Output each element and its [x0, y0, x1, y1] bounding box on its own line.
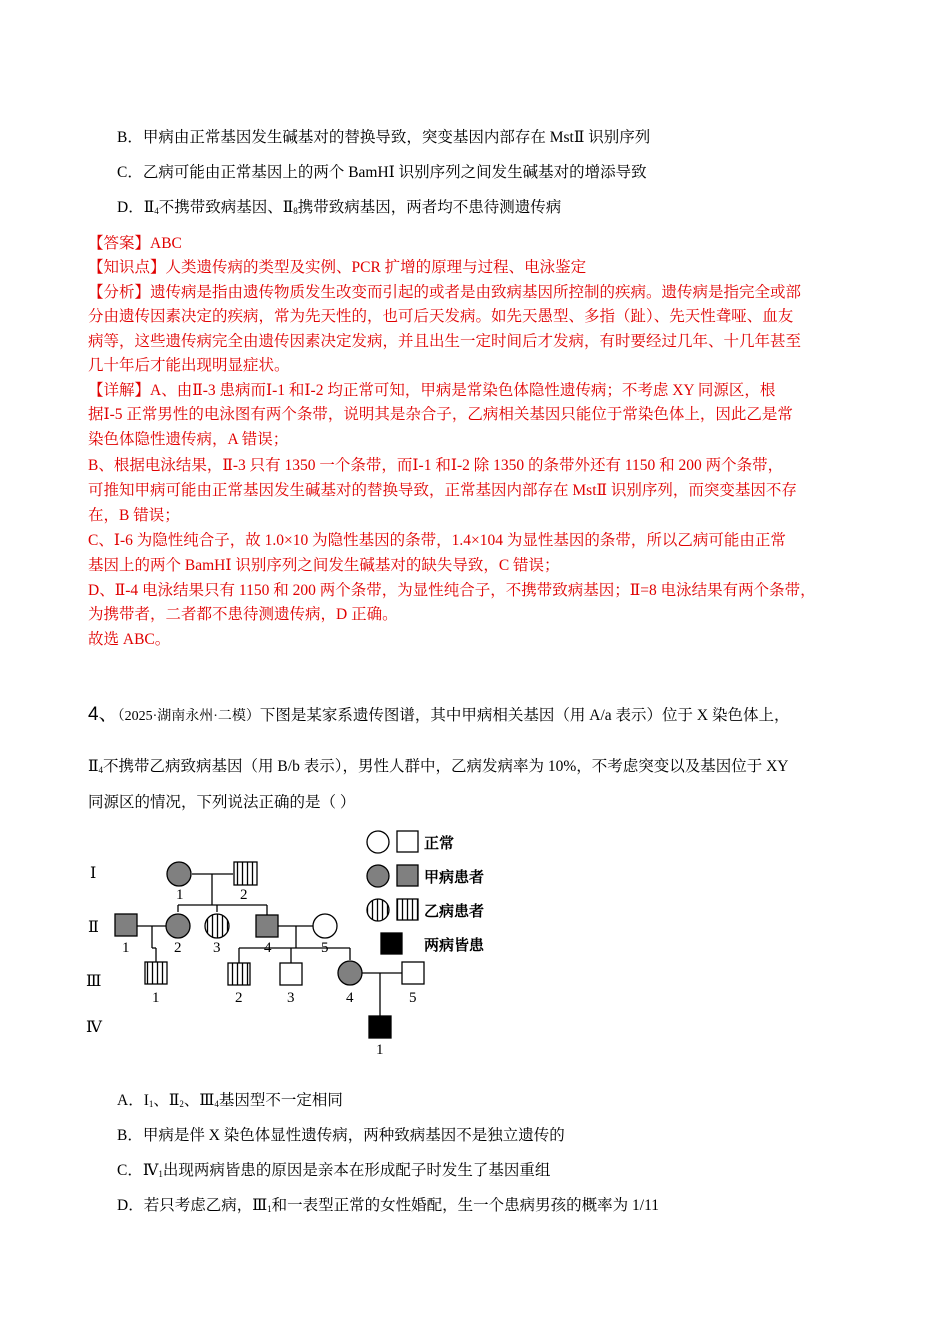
detail-line: 【详解】A、由Ⅱ-3 患病而Ⅰ-1 和Ⅰ-2 均正常可知，甲病是常染色体隐性遗传病；不考虑 XY 同源区，根 — [88, 382, 776, 399]
individual-III5-normal — [402, 962, 424, 984]
question-number: 4、 — [88, 704, 118, 725]
legend-label: 两病皆患 — [424, 936, 485, 954]
subscript: 4 — [154, 206, 159, 216]
option-c-text: C．Ⅳ — [117, 1162, 159, 1179]
legend-affected-b-female-icon — [367, 899, 389, 921]
question-stem: 不携带乙病致病基因（用 B/b 表示），男性人群中，乙病发病率为 10%，不考虑突变以及基因位于 XY — [103, 758, 789, 775]
legend-normal-female-icon — [367, 831, 389, 853]
q4-option-b: B．甲病是伴 X 染色体显性遗传病，两种致病基因不是独立遗传的 — [117, 1127, 565, 1144]
pedigree-legend — [367, 831, 485, 954]
option-a-text: 、Ⅲ — [183, 1092, 215, 1109]
detail-line: 基因上的两个 BamHⅠ 识别序列之间发生碱基对的缺失导致，C 错误； — [88, 557, 560, 574]
detail-line: 在，B 错误； — [88, 507, 180, 524]
individual-III3-normal — [280, 963, 302, 985]
subscript: 1 — [148, 1099, 154, 1109]
q4-option-d — [117, 1196, 659, 1219]
option-d-text: 不携带致病基因、Ⅱ — [158, 199, 294, 216]
generation-label: Ⅱ — [88, 919, 99, 936]
question-source: （2025·湖南永州·二模） — [117, 709, 260, 724]
legend-label: 甲病患者 — [424, 868, 485, 886]
answer-line: 【答案】ABC — [88, 235, 182, 252]
question-stem: 下图是某家系遗传图谱，其中甲病相关基因（用 A/a 表示）位于 X 染色体上， — [259, 707, 790, 724]
generation-label: Ⅰ — [90, 865, 97, 882]
knowledge-line: 【知识点】人类遗传病的类型及实例、PCR 扩增的原理与过程、电泳鉴定 — [88, 259, 587, 276]
legend-label: 乙病患者 — [424, 902, 485, 920]
individual-III2-affected-b — [228, 963, 250, 985]
individual-II5-normal — [313, 914, 337, 938]
detail-line: 为携带者，二者都不患待测遗传病，D 正确。 — [88, 606, 398, 623]
detail-line: B、根据电泳结果，Ⅱ-3 只有 1350 一个条带，而Ⅰ-1 和Ⅰ-2 除 1350 的条带外还有 1150 和 200 两个条带， — [88, 457, 784, 474]
q4-option-c — [117, 1161, 550, 1184]
option-d — [117, 198, 561, 221]
option-d-text: D．若只考虑乙病，Ⅲ — [117, 1197, 268, 1214]
individual-number: 2 — [240, 887, 248, 903]
legend-both-male-icon — [381, 933, 402, 954]
question-stem: Ⅱ — [88, 758, 99, 775]
individual-number: 5 — [409, 990, 417, 1006]
individual-II3-affected-b — [205, 914, 229, 938]
question-4-stem-line2 — [88, 757, 789, 780]
individual-I2-affected-b — [234, 862, 257, 885]
legend-label: 正常 — [424, 834, 455, 852]
individual-number: 2 — [174, 940, 182, 956]
option-a-text: A．I — [117, 1092, 149, 1109]
individual-number: 1 — [176, 887, 184, 903]
legend-affected-a-male-icon — [397, 865, 418, 886]
option-b: B．甲病由正常基因发生碱基对的替换导致，突变基因内部存在 MstⅡ 识别序列 — [117, 129, 651, 146]
legend-affected-b-male-icon — [397, 899, 418, 920]
option-c: C．乙病可能由正常基因上的两个 BamHⅠ 识别序列之间发生碱基对的增添导致 — [117, 164, 647, 181]
individual-II4-affected-a — [256, 915, 278, 937]
individual-number: 4 — [346, 990, 354, 1006]
subscript: 8 — [293, 206, 298, 216]
legend-affected-a-female-icon — [367, 865, 389, 887]
option-d-text: D．Ⅱ — [117, 199, 155, 216]
analysis-line: 病等，这些遗传病完全由遗传因素决定发病，并且出生一定时间后才发病，有时要经过几年、十几年甚至 — [88, 333, 802, 350]
detail-line: C、Ⅰ-6 为隐性纯合子，故 1.0×10 为隐性基因的条带，1.4×104 为显性基因的条带，所以乙病可能由正常 — [88, 532, 786, 549]
question-4-stem — [88, 705, 789, 727]
individual-I1-affected-a — [167, 862, 191, 886]
analysis-line: 分由遗传因素决定的疾病，常为先天性的，也可后天发病。如先天愚型、多指（趾）、先天性聋哑、血友 — [88, 308, 794, 325]
subscript: 4 — [214, 1099, 219, 1109]
subscript: 1 — [267, 1204, 272, 1214]
analysis-line: 【分析】遗传病是指由遗传物质发生改变而引起的或者是由致病基因所控制的疾病。遗传病是指完全或部 — [88, 284, 802, 301]
individual-number: 2 — [235, 990, 243, 1006]
legend-normal-male-icon — [397, 831, 418, 852]
detail-line: 故选 ABC。 — [88, 631, 171, 648]
individual-III4-affected-a — [338, 961, 362, 985]
generation-label: Ⅲ — [86, 973, 102, 990]
individual-number: 1 — [152, 990, 160, 1006]
option-a-text: 、Ⅱ — [153, 1092, 180, 1109]
individual-number: 3 — [287, 990, 295, 1006]
individual-II2-affected-a — [166, 914, 190, 938]
individual-IV1-affected-both — [369, 1016, 391, 1038]
generation-label: Ⅳ — [86, 1019, 102, 1036]
individual-III1-affected-b — [145, 962, 167, 984]
detail-line: 可推知甲病可能由正常基因发生碱基对的替换导致，正常基因内部存在 MstⅡ 识别序列，而突变基因不存 — [88, 482, 797, 499]
detail-line: D、Ⅱ-4 电泳结果只有 1150 和 200 两个条带，为显性纯合子，不携带致病基因；Ⅱ=8 电泳结果有两个条带， — [88, 582, 816, 599]
individual-number: 5 — [321, 940, 329, 956]
option-a-text: 基因型不一定相同 — [218, 1092, 343, 1109]
pedigree-diagram — [80, 822, 520, 1062]
detail-line: 据Ⅰ-5 正常男性的电泳图有两个条带，说明其是杂合子，乙病相关基因只能位于常染色体上，因此乙是常 — [88, 406, 793, 423]
individual-number: 3 — [213, 940, 221, 956]
subscript: 1 — [158, 1169, 163, 1179]
option-d-text: 携带致病基因，两者均不患待测遗传病 — [297, 199, 562, 216]
individual-number: 1 — [376, 1042, 384, 1058]
individual-II1-affected-a — [115, 914, 137, 936]
q4-option-a — [117, 1091, 343, 1114]
option-d-text: 和一表型正常的女性婚配，生一个患病男孩的概率为 1/11 — [271, 1197, 660, 1214]
question-4-stem-line3: 同源区的情况，下列说法正确的是（ ） — [88, 794, 356, 811]
analysis-line: 几十年后才能出现明显症状。 — [88, 357, 290, 374]
detail-line: 染色体隐性遗传病，A 错误； — [88, 431, 289, 448]
individual-number: 1 — [122, 940, 130, 956]
subscript: 2 — [179, 1099, 184, 1109]
option-c-text: 出现两病皆患的原因是亲本在形成配子时发生了基因重组 — [162, 1162, 551, 1179]
subscript: 4 — [98, 765, 104, 775]
individual-number: 4 — [264, 940, 272, 956]
